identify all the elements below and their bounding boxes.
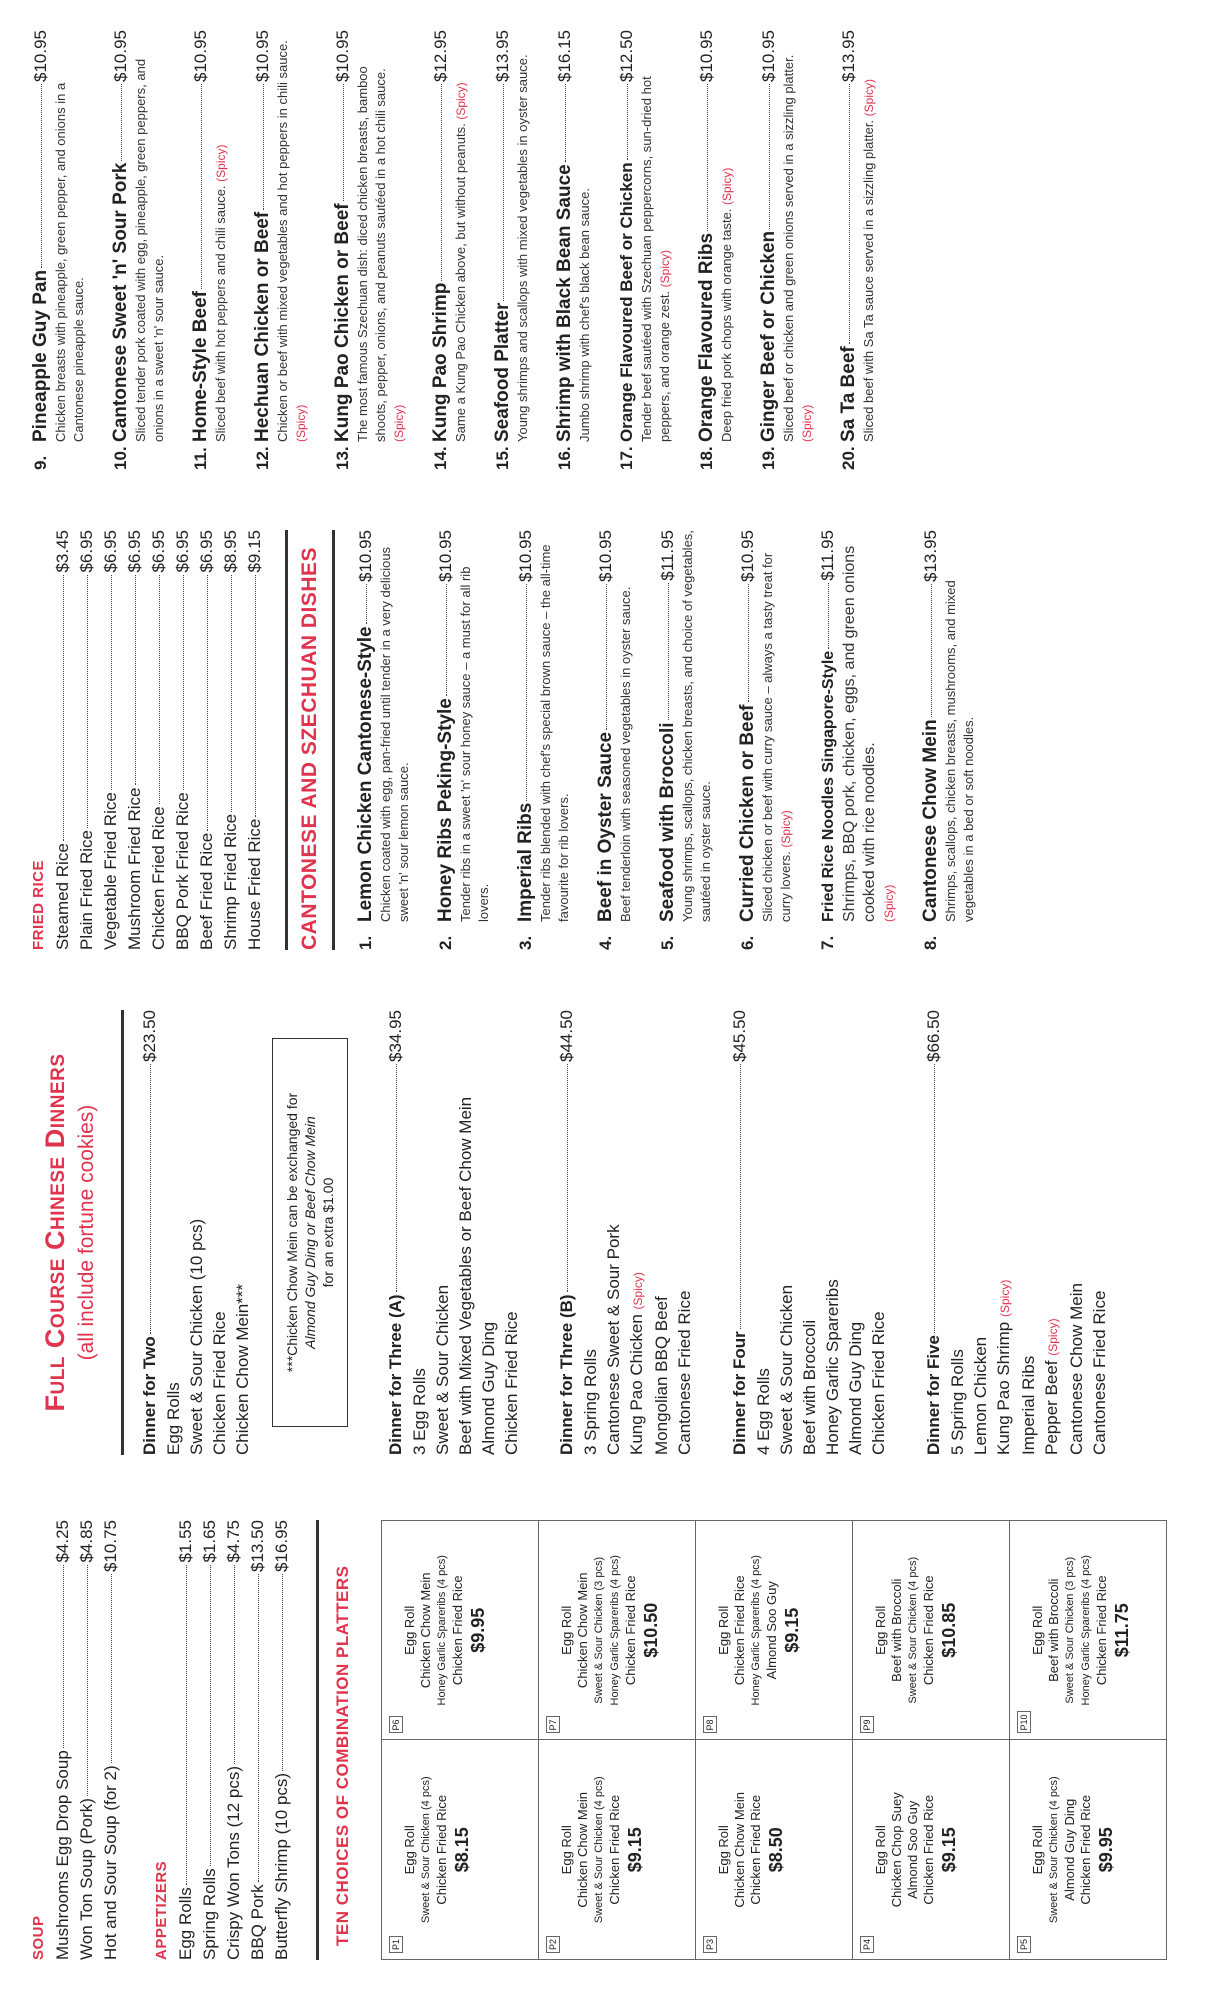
dish-item: 11. Home-Style Beef $10.95 Sliced beef with hot peppers and chili sauce. (Spicy) (190, 30, 228, 470)
dish-item: 15. Seafood Platter $13.95 Young shrimps and scallops with mixed vegetables in oyster sauce. (492, 30, 530, 470)
spicy-tag: (Spicy) (800, 404, 814, 442)
dish-item: 14. Kung Pao Shrimp $12.95 Same a Kung Pao Chicken above, but without peanuts. (Spicy) (430, 30, 468, 470)
appetizer-item: BBQ Pork $13.50 (248, 1520, 267, 1960)
platter-price: $9.15 (939, 1827, 959, 1873)
platter-p9: P9 Egg Roll Beef with Broccoli Sweet & Sour Chicken (4 pcs) Chicken Fried Rice $10.85 (853, 1521, 1010, 1741)
fried-rice-item: Chicken Fried Rice $6.95 (149, 530, 168, 950)
column-fried-rice (0, 530, 1214, 950)
soup-item: Mushrooms Egg Drop Soup $4.25 (53, 1520, 72, 1960)
dish-item: 9. Pineapple Guy Pan $10.95 Chicken breasts with pineapple, green pepper, and onions in a Cantonese pineapple sauce. (30, 30, 86, 470)
platter-price: $11.75 (1112, 1603, 1132, 1658)
spicy-tag: (Spicy) (862, 78, 876, 117)
dish-item: 16. Shrimp with Black Bean Sauce $16.15 Jumbo shrimp with chef's black bean sauce. (554, 30, 592, 470)
dish-item: 12. Hechuan Chicken or Beef $10.95 Chicken or beef with mixed vegetables and hot peppers in chili sauce. (Spicy) (252, 30, 308, 470)
platter-p10: P10 Egg Roll Beef with Broccoli Sweet & Sour Chicken (3 pcs) Honey Garlic Spareribs (4 pcs) Chicken Fried Rice $11.75 (1010, 1521, 1167, 1741)
platter-price: $9.15 (625, 1827, 645, 1873)
dish-item: 2. Honey Ribs Peking-Style $10.95 Tender ribs in a sweet 'n' sour honey sauce – a must for all rib lovers. (435, 530, 491, 950)
dish-item: 5. Seafood with Broccoli $11.95 Young shrimps, scallops, chicken breasts, and choice of vegetables, sautéed in oyster sauce. (657, 530, 713, 950)
dish-item: 3. Imperial Ribs $10.95 Tender ribs blended with chef's special brown sauce – the all-time favourite for rib lovers. (515, 530, 571, 950)
divider (316, 1520, 319, 1960)
column-soup-appetizers (0, 1520, 1214, 1960)
dish-item: 1. Lemon Chicken Cantonese-Style $10.95 Chicken coated with egg, pan-fried until tender in a very delicious sweet 'n' sour lemon sauce. (355, 530, 411, 950)
appetizers-title: APPETIZERS (153, 1860, 170, 1960)
dish-item: 20. Sa Ta Beef $13.95 Sliced beef with Sa Ta sauce served in a sizzling platter. (Spicy) (838, 30, 876, 470)
spicy-tag: (Spicy) (392, 404, 406, 442)
spicy-tag: (Spicy) (454, 82, 468, 120)
dish-item: 7. Fried Rice Noodles Singapore-Style $11.95 Shrimps, BBQ pork, chicken, eggs, and green onions cooked with rice noodles. (Spicy) (818, 530, 896, 950)
platter-price: $10.50 (641, 1602, 661, 1658)
platter-price: $8.50 (766, 1827, 786, 1873)
appetizer-item: Egg Rolls $1.55 (176, 1520, 195, 1960)
dishes-title: CANTONESE AND SZECHUAN DISHES (298, 546, 321, 950)
column-full-course (0, 1010, 1214, 1455)
divider (121, 1010, 124, 1455)
dish-item: 6. Curried Chicken or Beef $10.95 Sliced chicken or beef with curry sauce – always a tasty treat for curry lovers. (Spicy) (737, 530, 793, 950)
divider (332, 530, 335, 950)
spicy-tag: (Spicy) (294, 404, 308, 442)
dinner-for-five: Dinner for Five $66.50 5 Spring Rolls Lemon Chicken Kung Pao Shrimp (Spicy) Imperial Ribs Pepper Beef (Spicy) Cantonese Chow Mein Cantonese Fried Rice (924, 1010, 1109, 1455)
spicy-tag: (Spicy) (631, 1272, 645, 1310)
divider (285, 530, 288, 950)
combos-title: TEN CHOICES OF COMBINATION PLATTERS (333, 1565, 352, 1946)
spicy-tag: (Spicy) (882, 884, 896, 922)
appetizer-item: Butterfly Shrimp (10 pcs) $16.95 (272, 1520, 291, 1960)
spicy-tag: (Spicy) (214, 144, 228, 182)
dish-item: 4. Beef in Oyster Sauce $10.95 Beef tenderloin with seasoned vegetables in oyster sauce. (595, 530, 633, 950)
platter-p5: P5 Egg Roll Sweet & Sour Chicken (4 pcs) Almond Guy Ding Chicken Fried Rice $9.95 (1010, 1740, 1167, 1960)
soup-list (51, 1520, 123, 1960)
fried-rice-item: Mushroom Fried Rice $6.95 (125, 530, 144, 950)
dish-item: 19. Ginger Beef or Chicken $10.95 Sliced beef or chicken and green onions served in a sizzling platter. (Spicy) (758, 30, 814, 470)
appetizer-item: Crispy Won Tons (12 pcs) $4.75 (224, 1520, 243, 1960)
fried-rice-item: Vegetable Fried Rice $6.95 (101, 530, 120, 950)
soup-item: Won Ton Soup (Pork) $4.85 (77, 1520, 96, 1960)
fried-rice-title: FRIED RICE (30, 859, 47, 950)
platter-price: $9.95 (1096, 1827, 1116, 1873)
platter-price: $9.95 (468, 1607, 488, 1653)
full-course-subtitle: (all include fortune cookies) (75, 1104, 98, 1361)
full-course-title: Full Course Chinese Dinners (40, 1053, 70, 1412)
platter-p4: P4 Egg Roll Chicken Chop Suey Almond Soo Guy Chicken Fried Rice $9.15 (853, 1740, 1010, 1960)
soup-title: SOUP (30, 1915, 47, 1960)
combination-platter-grid (381, 1520, 1167, 1960)
fried-rice-item: Shrimp Fried Rice $8.95 (221, 530, 240, 950)
fried-rice-item: Plain Fried Rice $6.95 (77, 530, 96, 950)
spicy-tag: (Spicy) (658, 249, 672, 288)
platter-p7: P7 Egg Roll Chicken Chow Mein Sweet & Sour Chicken (3 pcs) Honey Garlic Spareribs (4 pcs) Chicken Fried Rice $10.50 (539, 1521, 696, 1741)
dish-item: 18. Orange Flavoured Ribs $10.95 Deep fried pork chops with orange taste. (Spicy) (696, 30, 734, 470)
dinner-for-two: Dinner for Two $23.50 Egg Rolls Sweet & Sour Chicken (10 pcs) Chicken Fried Rice Chicken Chow Mein*** (140, 1010, 252, 1455)
platter-p1: P1 Egg Roll Sweet & Sour Chicken (4 pcs) Chicken Fried Rice $8.15 (382, 1740, 539, 1960)
platter-p6: P6 Egg Roll Chicken Chow Mein Honey Garlic Spareribs (4 pcs) Chicken Fried Rice $9.95 (382, 1521, 539, 1741)
platter-price: $8.15 (452, 1827, 472, 1873)
dinner-for-four: Dinner for Four $45.50 4 Egg Rolls Sweet & Sour Chicken Beef with Broccoli Honey Garlic Spareribs Almond Guy Ding Chicken Fried Rice (730, 1010, 888, 1455)
appetizer-item: Spring Rolls $1.65 (200, 1520, 219, 1960)
fried-rice-item: House Fried Rice $9.15 (245, 530, 264, 950)
fried-rice-item: Steamed Rice $3.45 (53, 530, 72, 950)
chow-mein-exchange-note: ***Chicken Chow Mein can be exchanged for Almond Guy Ding or Beef Chow Mein for an extra $1.00 (272, 1038, 348, 1427)
spicy-tag: (Spicy) (779, 810, 793, 848)
soup-item: Hot and Sour Soup (for 2) $10.75 (101, 1520, 120, 1960)
column-dishes (0, 30, 1214, 470)
spicy-tag: (Spicy) (998, 1279, 1012, 1318)
platter-p2: P2 Egg Roll Chicken Chow Mein Sweet & Sour Chicken (4 pcs) Chicken Fried Rice $9.15 (539, 1740, 696, 1960)
dish-item: 17. Orange Flavoured Beef or Chicken $12.50 Tender beef sautéed with Szechuan peppercorns, sun-dried hot peppers, and orange zest. (Spicy) (617, 30, 672, 470)
dish-item: 10. Cantonese Sweet 'n' Sour Pork $10.95 Sliced tender pork coated with egg, pineapple, green peppers, and onions in a sweet 'n' sour sauce. (110, 30, 166, 470)
dinner-for-three-b: Dinner for Three (B) $44.50 3 Spring Rolls Cantonese Sweet & Sour Pork Kung Pao Chicken (Spicy) Mongolian BBQ Beef Cantonese Fried Rice (557, 1010, 694, 1455)
platter-p3: P3 Egg Roll Chicken Chow Mein Chicken Fried Rice $8.50 (696, 1740, 853, 1960)
appetizers-list (174, 1520, 294, 1960)
dish-item: 8. Cantonese Chow Mein $13.95 Shrimps, scallops, chicken breasts, mushrooms, and mixed vegetables in a bed or soft noodles. (920, 530, 976, 950)
fried-rice-item: BBQ Pork Fried Rice $6.95 (173, 530, 192, 950)
dinner-for-three-a: Dinner for Three (A) $34.95 3 Egg Rolls Sweet & Sour Chicken Beef with Mixed Vegetables or Beef Chow Mein Almond Guy Ding Chicken Fried Rice (386, 1010, 521, 1455)
dish-item: 13. Kung Pao Chicken or Beef $10.95 The most famous Szechuan dish: diced chicken breasts, bamboo shoots, pepper, onions, and peanuts sautéed in a hot chili sauce. (Spicy) (332, 30, 406, 470)
fried-rice-item: Beef Fried Rice $6.95 (197, 530, 216, 950)
platter-p8: P8 Egg Roll Chicken Fried Rice Honey Garlic Spareribs (4 pcs) Almond Soo Guy $9.15 (696, 1521, 853, 1741)
spicy-tag: (Spicy) (1046, 1318, 1060, 1356)
platter-price: $9.15 (782, 1607, 802, 1653)
spicy-tag: (Spicy) (720, 167, 734, 205)
fried-rice-list (51, 530, 267, 950)
platter-price: $10.85 (939, 1602, 959, 1658)
